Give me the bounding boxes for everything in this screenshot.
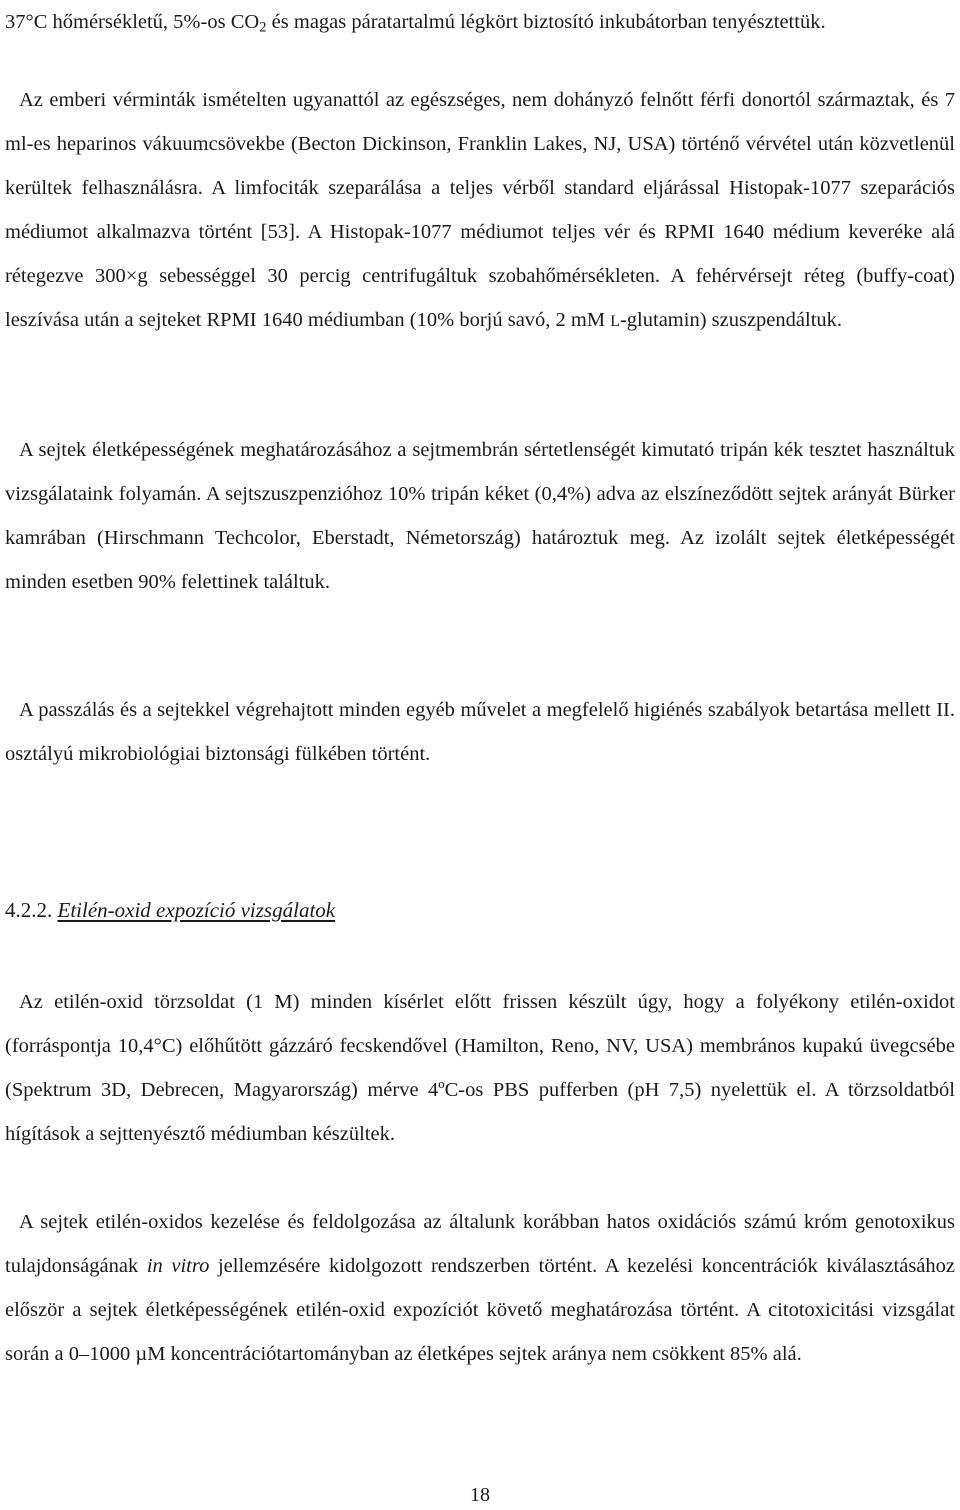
paragraph-blood-samples: [5, 78, 955, 344]
italic-term: in vitro: [146, 1255, 210, 1277]
subscript-2: 2: [259, 19, 267, 36]
paragraph-ethylene-oxide-stock: [5, 980, 955, 1156]
paragraph-text: A passzálás és a sejtekkel végrehajtott minden egyéb művelet a megfelelő higiénés szabályok betartása mellett II. osztályú mikrobiológiai biztonsági fülkében történt.: [5, 699, 955, 765]
paragraph-text: és magas páratartalmú légkört biztosító inkubátorban tenyésztettük.: [266, 11, 826, 33]
smallcaps-letter: L: [610, 313, 620, 330]
section-heading: [5, 890, 335, 930]
section-title: Etilén-oxid expozíció vizsgálatok: [57, 898, 336, 922]
paragraph-hygiene: [5, 688, 955, 776]
paragraph-treatment: [5, 1200, 955, 1376]
paragraph-viability: [5, 428, 955, 604]
paragraph-text: Az etilén-oxid törzsoldat (1 M) minden kísérlet előtt frissen készült úgy, hogy a folyékony etilén-oxidot (forráspontja 10,4°C) előhűtött gázzáró fecskendővel (Hamilton, Reno, NV, USA) membrános kupakú üvegcsébe (Spektrum 3D, Debrecen, Magyarország) mérve 4ºC-os PBS pufferben (pH 7,5) nyelettük el. A törzsoldatból hígítások a sejttenyésztő médiumban készültek.: [5, 991, 955, 1145]
paragraph-text: Az emberi vérminták ismételten ugyanattól az egészséges, nem dohányzó felnőtt férfi donortól származtak, és 7 ml-es heparinos vákuumcsövekbe (Becton Dickinson, Franklin Lakes, NJ, USA) történő vérvétel után közvetlenül kerültek felhasználásra. A limfociták szeparálása a teljes vérből standard eljárással Histopak-1077 szeparációs médiumot alkalmazva történt [53]. A Histopak-1077 médiumot teljes vér és RPMI 1640 médium keveréke alá rétegezve 300×g sebességgel 30 percig centrifugáltuk szobahőmérsékleten. A fehérvérsejt réteg (buffy-coat) leszívása után a sejteket RPMI 1640 médiumban (10% borjú savó, 2 mM: [5, 89, 955, 331]
paragraph-incubation: [5, 0, 955, 44]
paragraph-text: A sejtek etilén-oxidos kezelése és feldolgozása az általunk korábban hatos oxidációs számú króm genotoxikus tulajdonságának: [5, 1211, 955, 1277]
paragraph-text: A sejtek életképességének meghatározásához a sejtmembrán sértetlenségét kimutató tripán kék tesztet használtuk vizsgálataink folyamán. A sejtszuszpenzióhoz 10% tripán kéket (0,4%) adva az elszíneződött sejtek arányát Bürker kamrában (Hirschmann Techcolor, Eberstadt, Németország) határoztuk meg. Az izolált sejtek életképességét minden esetben 90% felettinek találtuk.: [5, 439, 955, 593]
page-number: 18: [470, 1484, 490, 1506]
paragraph-text: jellemzésére kidolgozott rendszerben történt. A kezelési koncentrációk kiválasztásához először a sejtek életképességének etilén-oxid expozíciót követő meghatározása történt. A citotoxicitási vizsgálat során a 0–1000 µM koncentrációtartományban az életképes sejtek aránya nem csökkent 85% alá.: [5, 1255, 955, 1365]
section-number: 4.2.2.: [5, 898, 58, 922]
paragraph-text: -glutamin) szuszpendáltuk.: [619, 309, 843, 331]
paragraph-text: 37°C hőmérsékletű, 5%-os CO: [5, 11, 260, 33]
